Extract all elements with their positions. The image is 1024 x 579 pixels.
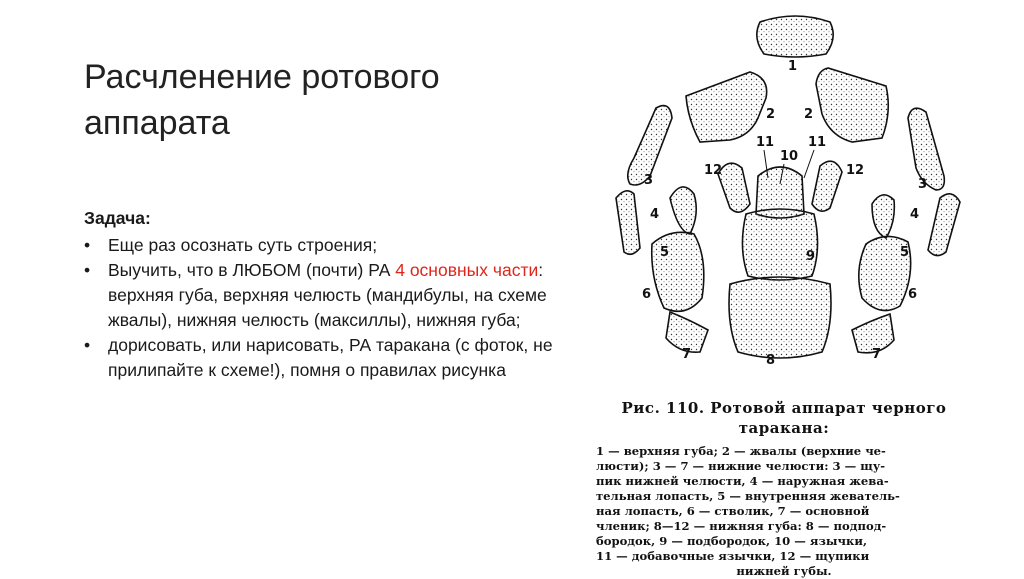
left-maxilla-lobe-shape: [670, 187, 696, 234]
task-item: [84, 233, 554, 258]
figure-label: 11: [808, 135, 827, 150]
caption-line: 1 — верхняя губа; 2 — жвалы (верхние че-: [596, 444, 886, 458]
right-mandible-shape: [816, 68, 888, 142]
caption-line: членик; 8—12 — нижняя губа: 8 — подпод-: [596, 519, 887, 533]
caption-title-line-2: таракана:: [738, 419, 830, 437]
caption-line: пик нижней челюсти, 4 — наружная жева-: [596, 474, 889, 488]
labium-palp-right-shape: [812, 161, 842, 211]
submentum-shape: [729, 277, 831, 358]
figure-label: 2: [766, 107, 776, 122]
task-item: [84, 258, 554, 333]
caption-end: нижней губы.: [736, 564, 832, 578]
bullet-dot: •: [84, 260, 91, 280]
figure-label: 5: [660, 245, 670, 260]
task-item-highlight: 4 основных части: [395, 260, 539, 280]
bullet-dot: •: [84, 335, 91, 355]
caption-line: тельная лопасть, 5 — внутренняя жеватель-: [596, 489, 900, 503]
task-item-text: дорисовать, или нарисовать, РА таракана (с фоток, не прилипайте к схеме!), помня о правилах рисунка: [108, 335, 553, 380]
figure-label: 10: [780, 149, 799, 164]
figure-label: 7: [872, 347, 882, 362]
task-list: [84, 233, 554, 383]
right-maxilla-lobe-shape: [872, 195, 894, 238]
figure-label: 6: [908, 287, 918, 302]
title-line-1: Расчленение ротового: [84, 58, 440, 96]
caption-body: [596, 444, 972, 579]
task-item-text-before: Выучить, что в ЛЮБОМ (почти) РА: [108, 260, 396, 280]
title-line-2: аппарата: [84, 104, 230, 142]
left-palp-base-shape: [616, 191, 640, 254]
task-item-text-after: : верхняя губа, верхняя челюсть (мандибулы, на схеме жвалы), нижняя челюсть (максиллы), нижняя губа;: [108, 260, 547, 330]
figure-caption: [596, 398, 972, 579]
mouthparts-figure: [590, 8, 970, 388]
figure-label: 4: [650, 207, 660, 222]
task-heading: Задача:: [84, 208, 151, 228]
caption-title: [596, 398, 972, 438]
left-mandible-shape: [686, 72, 767, 142]
figure-label: 3: [644, 173, 654, 188]
figure-label: 9: [806, 249, 816, 264]
figure-label: 12: [846, 163, 865, 178]
figure-label: 11: [756, 135, 775, 150]
figure-label: 1: [788, 59, 798, 74]
caption-line: люсти); 3 — 7 — нижние челюсти: 3 — щу-: [596, 459, 886, 473]
bullet-dot: •: [84, 235, 91, 255]
right-palp-base-shape: [928, 194, 960, 256]
caption-line: бородок, 9 — подбородок, 10 — язычки,: [596, 534, 867, 548]
figure-label: 4: [910, 207, 920, 222]
task-block: [84, 206, 554, 383]
figure-label: 3: [918, 177, 928, 192]
caption-line: 11 — добавочные язычки, 12 — щупики: [596, 549, 870, 563]
figure-label: 8: [766, 353, 776, 368]
figure-label: 2: [804, 107, 814, 122]
caption-title-line-1: Рис. 110. Ротовой аппарат черного: [621, 399, 947, 417]
upper-lip-shape: [757, 16, 833, 57]
labium-palp-left-shape: [718, 163, 750, 212]
figure-label: 12: [704, 163, 723, 178]
mentum-shape: [742, 209, 817, 280]
caption-line: ная лопасть, 6 — стволик, 7 — основной: [596, 504, 870, 518]
task-item: [84, 333, 554, 383]
slide-title: [84, 54, 524, 146]
figure-label: 6: [642, 287, 652, 302]
task-item-text: Еще раз осознать суть строения;: [108, 235, 378, 255]
figure-label: 5: [900, 245, 910, 260]
figure-label: 7: [682, 347, 692, 362]
